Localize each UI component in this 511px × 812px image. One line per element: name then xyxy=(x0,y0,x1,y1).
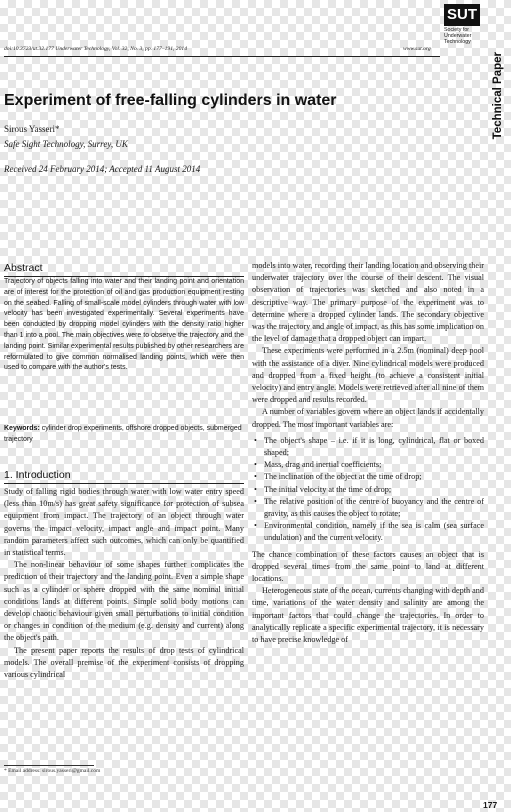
list-item xyxy=(252,496,484,520)
sut-logo-mark: SUT xyxy=(444,4,480,26)
intro-paragraph-1: Study of falling rigid bodies through water with low water entry speed (less than 10m/s) has great safety significance for protection of subsea equipment from impact. The trajectory of an object through water governs the impact velocity, impact angle and impact point. Many random parameters affect such outcomes, which can only be quantified in statistical terms. xyxy=(4,487,244,558)
bullet-icon: • xyxy=(254,460,257,470)
introduction-body xyxy=(4,486,244,681)
bullet-icon: • xyxy=(254,484,257,494)
intro-paragraph-2: The non-linear behaviour of some shapes further complicates the prediction of their trajectory and the landing point. Even a simple shape such as a cylinder or sphere dropped with the same nominal initial conditions lands at different points. Simple solid body motions can develop chaotic behaviour given small perturbations to initial condition or changes in condition of the medium (e.g. density and current) along the object's path. xyxy=(4,560,244,643)
sut-logo-text xyxy=(444,27,484,45)
author-email-footnote: * Email address: sirous.yasseri@gmail.com xyxy=(4,768,101,774)
list-item-text: The inclination of the object at the time of drop; xyxy=(264,472,422,482)
section-side-label xyxy=(492,52,508,162)
keywords-label: Keywords: xyxy=(4,425,40,432)
list-item xyxy=(252,484,484,496)
logo-line-1: Society for xyxy=(444,27,470,33)
right-paragraph-4: The chance combination of these factors causes an object that is dropped several times from the same point to land at different locations. xyxy=(252,549,484,584)
bullet-icon: • xyxy=(254,496,257,506)
list-item-text: Environmental condition, namely if the sea is calm (sea surface undulation) and the current velocity. xyxy=(264,521,484,543)
right-column xyxy=(252,260,484,646)
right-paragraph-1: models into water, recording their landing location and observing their underwater trajectory over the course of their descent. The visual observation of trajectories was sketched and also noted in a descriptive way. The primary purpose of the experiment was to determine where a dropped cylinder lands. The secondary objective was the trajectory and angle of impact, as this has some implication on the level of damage that a dropped object can impart. xyxy=(252,261,484,344)
introduction-heading: 1. Introduction xyxy=(4,469,244,484)
journal-citation: doi:10.3723/ut.32.177 Underwater Technology, Vol. 32, No. 3, pp. 177–191, 2014 xyxy=(4,46,187,52)
list-item xyxy=(252,471,484,483)
page-number: 177 xyxy=(483,800,498,810)
right-paragraph-2: These experiments were performed in a 2.5m (nominal) deep pool with the assistance of a diver. Nine cylindrical models were produced and dropped from a fixed height (to achieve a consistent initial velocity) and entry angle. Models were retrieved after all nine of them were dropped and results recorded. xyxy=(252,346,484,405)
logo-line-3: Technology xyxy=(444,39,471,45)
intro-paragraph-3: The present paper reports the results of drop tests of cylindrical models. The overall premise of the experiment consists of dropping various cylindrical xyxy=(4,645,244,680)
list-item-text: The initial velocity at the time of drop; xyxy=(264,484,392,494)
right-paragraph-5: Heterogeneous state of the ocean, currents changing with depth and time, variations of the water density and salinity are among the important factors that could change the trajectories. In order to analytically replicate a specific experimental trajectory, it is necessary to have precise knowledge of xyxy=(252,586,484,645)
sut-logo xyxy=(444,4,484,62)
article-title: Experiment of free-falling cylinders in water xyxy=(4,92,337,109)
header-rule xyxy=(4,56,440,57)
journal-website-link[interactable]: www.sut.org xyxy=(403,46,431,52)
abstract-heading: Abstract xyxy=(4,262,244,277)
side-label-text: Technical Paper xyxy=(492,52,504,140)
author-affiliation: Safe Sight Technology, Surrey, UK xyxy=(4,139,128,149)
bullet-icon: • xyxy=(254,472,257,482)
variables-list xyxy=(252,435,484,545)
list-item xyxy=(252,435,484,459)
list-item-text: Mass, drag and inertial coefficients; xyxy=(264,460,382,470)
keywords-list: cylinder drop experiments, offshore dropped objects, submerged trajectory xyxy=(4,425,242,443)
bullet-icon: • xyxy=(254,521,257,531)
article-author: Sirous Yasseri* xyxy=(4,124,60,134)
abstract-text: Trajectory of objects falling into water and their landing point and orientation are of interest for the protection of oil and gas production equipment resting on the seabed. Falling of small-scale model cylinders through water with low velocity has been investigated experimentally. Several experiments have been conducted by dropping model cylinders with the density ratio higher than 1 into a pool. The main objectives were to observe the trajectory and the landing point. Similar experimental results published by other researchers are reformulated to give common normalised landing points, which were then used to compare with the author's tests. xyxy=(4,278,244,372)
list-item-text: The relative position of the centre of buoyancy and the centre of gravity, as this causes the object to rotate; xyxy=(264,496,484,519)
logo-line-2: Underwater xyxy=(444,33,472,39)
footnote-rule xyxy=(4,765,94,766)
list-item-text: The object's shape – i.e. if it is long, cylindrical, flat or boxed shaped; xyxy=(264,435,484,458)
list-item xyxy=(252,520,484,544)
list-item xyxy=(252,459,484,471)
right-paragraph-3: A number of variables govern where an object lands if accidentally dropped. The most important variables are: xyxy=(252,407,484,429)
bullet-icon: • xyxy=(254,435,257,445)
article-dates: Received 24 February 2014; Accepted 11 August 2014 xyxy=(4,164,201,174)
keywords xyxy=(4,424,244,445)
